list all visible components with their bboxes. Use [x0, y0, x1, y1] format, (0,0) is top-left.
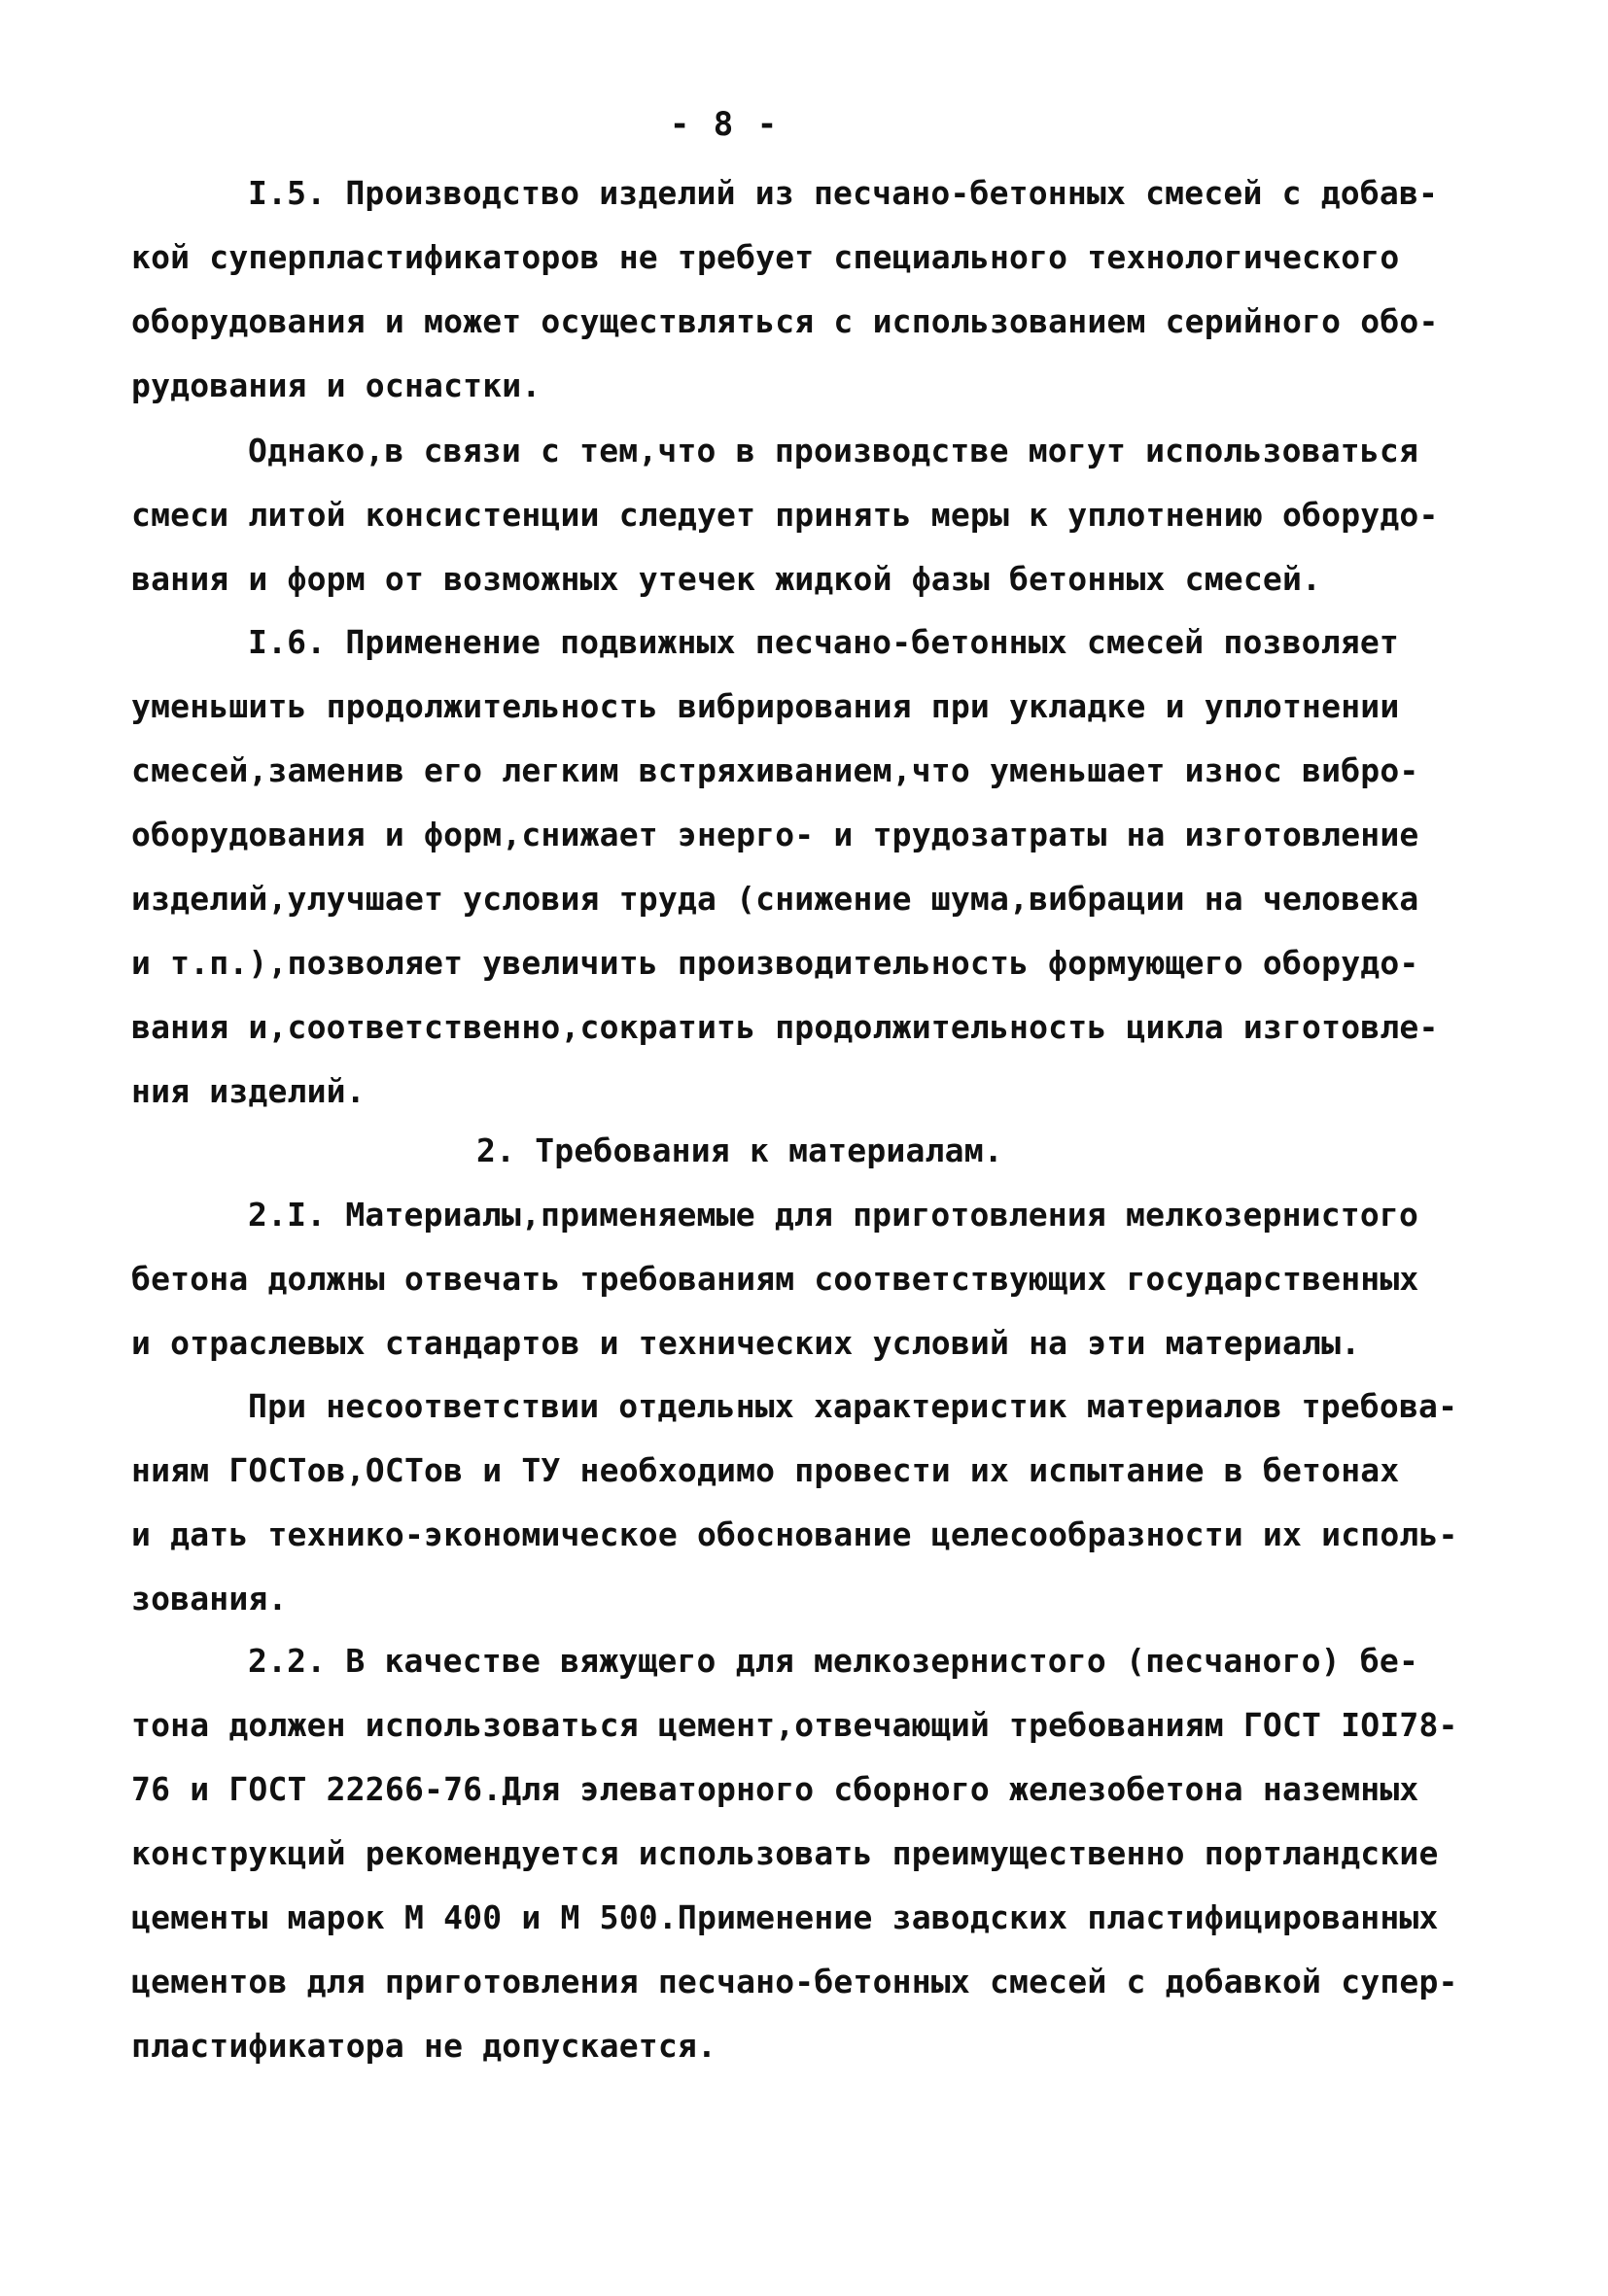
- text-line: рудования и оснастки.: [131, 366, 542, 404]
- text-line: I.5. Производство изделий из песчано-бетонных смесей с добав-: [248, 174, 1439, 212]
- paragraph-1-6: [131, 610, 1487, 1124]
- text-line: 2.2. В качестве вяжущего для мелкозернистого (песчаного) бе-: [248, 1642, 1419, 1680]
- section-title: 2. Требования к материалам.: [476, 1131, 1003, 1169]
- text-line: I.6. Применение подвижных песчано-бетонных смесей позволяет: [248, 623, 1399, 661]
- page-number: - 8 -: [669, 105, 780, 144]
- text-line: вания и форм от возможных утечек жидкой фазы бетонных смесей.: [131, 560, 1322, 598]
- text-line: пластификатора не допускается.: [131, 2027, 717, 2065]
- text-line: конструкций рекомендуется использовать преимущественно портландские: [131, 1834, 1439, 1872]
- text-line: и т.п.),позволяет увеличить производительность формующего оборудо-: [131, 944, 1419, 982]
- text-line: смеси литой консистенции следует принять меры к уплотнению оборудо-: [131, 496, 1439, 534]
- paragraph-2-2: [131, 1629, 1487, 2078]
- text-line: 76 и ГОСТ 22266-76.Для элеваторного сборного железобетона наземных: [131, 1770, 1419, 1808]
- paragraph-2-1: [131, 1183, 1487, 1375]
- text-line: ния изделий.: [131, 1072, 366, 1110]
- text-line: тона должен использоваться цемент,отвечающий требованиям ГОСТ IOI78-: [131, 1706, 1458, 1744]
- text-line: и дать технико-экономическое обоснование целесообразности их исполь-: [131, 1515, 1458, 1553]
- text-line: При несоответствии отдельных характеристик материалов требова-: [248, 1387, 1458, 1425]
- paragraph-odnako: [131, 419, 1487, 611]
- text-line: цементов для приготовления песчано-бетонных смесей с добавкой супер-: [131, 1963, 1458, 2000]
- text-line: и отраслевых стандартов и технических условий на эти материалы.: [131, 1324, 1361, 1362]
- paragraph-nesootvetstvie: [131, 1374, 1487, 1631]
- text-line: цементы марок М 400 и М 500.Применение заводских пластифицированных: [131, 1898, 1439, 1936]
- text-line: оборудования и форм,снижает энерго- и трудозатраты на изготовление: [131, 816, 1419, 853]
- text-line: Однако,в связи с тем,что в производстве могут использоваться: [248, 432, 1419, 470]
- text-line: зования.: [131, 1580, 288, 1618]
- text-line: вания и,соответственно,сократить продолжительность цикла изготовле-: [131, 1008, 1439, 1046]
- text-line: ниям ГОСТов,ОСТов и ТУ необходимо провести их испытание в бетонах: [131, 1451, 1400, 1489]
- text-line: бетона должны отвечать требованиям соответствующих государственных: [131, 1260, 1419, 1298]
- text-line: оборудования и может осуществляться с использованием серийного обо-: [131, 302, 1439, 340]
- text-line: 2.I. Материалы,применяемые для приготовления мелкозернистого: [248, 1196, 1419, 1234]
- text-line: кой суперпластификаторов не требует специального технологического: [131, 238, 1400, 276]
- text-line: уменьшить продолжительность вибрирования при укладке и уплотнении: [131, 687, 1400, 725]
- section-heading: [131, 1119, 1487, 1183]
- text-line: смесей,заменив его легким встряхиванием,что уменьшает износ вибро-: [131, 751, 1419, 789]
- paragraph-1-5: [131, 161, 1487, 418]
- text-line: изделий,улучшает условия труда (снижение шума,вибрации на человека: [131, 880, 1419, 918]
